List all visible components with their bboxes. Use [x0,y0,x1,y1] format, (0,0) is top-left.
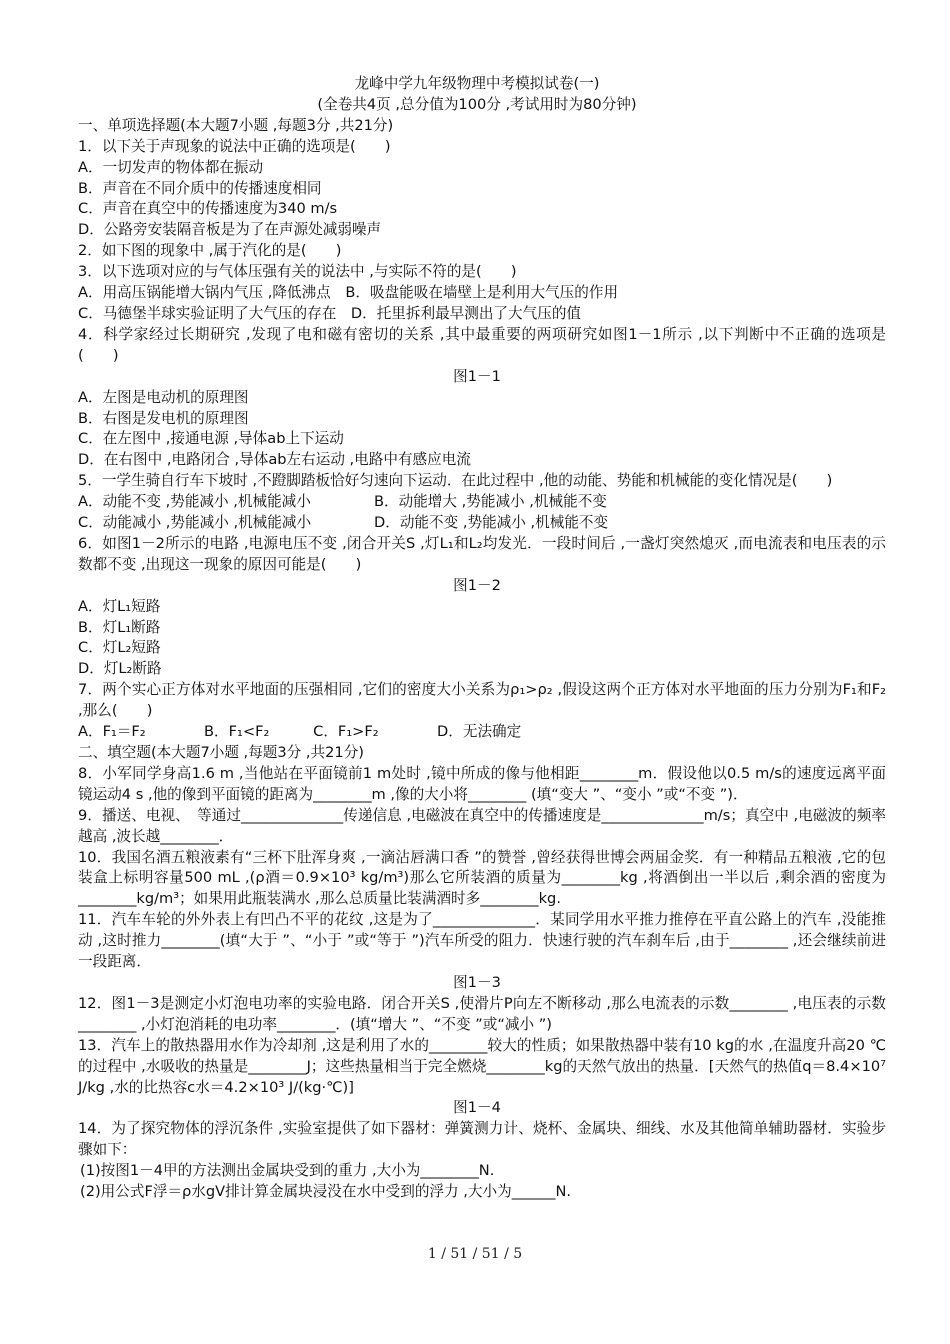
question-9: 9．播送、电视、 等通过______________传递信息 ,电磁波在真空中的传播速度是______________m/s；真空中 ,电磁波的频率越高 ,波长越________． [78,806,886,845]
question-8: 8．小军同学身高1.6 m ,当他站在平面镜前1 m处时 ,镜中所成的像与他相距________m．假设他以0.5 m/s的速度远离平面镜运动4 s ,他的像到平面镜的距离为________m ,像的大小将________ (填“变大 ”、“变小 ”或“不变 ”)． [78,764,886,803]
question-12: 12．图1－3是测定小灯泡电功率的实验电路．闭合开关S ,使滑片P向左不断移动 ,那么电流表的示数________ ,电压表的示数________ ,小灯泡消耗的电功率________．(填“增大 ”、“不变 ”或“减小 ”) [78,994,886,1033]
figure-caption: 图1－2 [453,576,501,594]
option: A．一切发声的物体都在振动 [78,158,264,176]
option: B．灯L₁断路 [78,618,161,636]
exam-subtitle: (全卷共4页 ,总分值为100分 ,考试用时为80分钟) [317,95,637,113]
option-row [68,492,886,513]
option: A．用高压锅能增大锅内气压 ,降低沸点 B．吸盘能吸在墙壁上是利用大气压的作用 [78,284,619,302]
option: A．左图是电动机的原理图 [78,388,249,406]
option: D．公路旁安装隔音板是为了在声源处减弱噪声 [78,221,382,239]
figure-caption: 图1－4 [453,1099,501,1117]
option: C．在左图中 ,接通电源 ,导体ab上下运动 [78,430,344,448]
question-7: 7．两个实心正方体对水平地面的压强相同 ,它们的密度大小关系为ρ₁>ρ₂ ,假设这两个正方体对水平地面的压力分别为F₁和F₂ ,那么( ) [78,681,886,720]
exam-page [68,74,886,1203]
option: A．灯L₁短路 [78,597,161,615]
option: D．在右图中 ,电路闭合 ,导体ab左右运动 ,电路中有感应电流 [78,451,471,469]
question-4: 4．科学家经过长期研究 ,发现了电和磁有密切的关系 ,其中最重要的两项研究如图1－1所示 ,以下判断中不正确的选项是( ) [78,325,886,364]
page-number: 1 / 51 / 51 / 5 [427,1246,523,1262]
option: B．右图是发电机的原理图 [78,409,249,427]
option: D．动能不变 ,势能减小 ,机械能不变 [374,514,609,532]
option: C．声音在真空中的传播速度为340 m/s [78,200,338,218]
question-11: 11．汽车车轮的外外表上有凹凸不平的花纹 ,这是为了______________．某同学用水平推力推停在平直公路上的汽车 ,没能推动 ,这时推力________(填“大于 ”、“小于 ”或“等于 ”)汽车所受的阻力．快速行驶的汽车刹车后 ,由于________ ,还会继续前进一段距离． [78,911,886,971]
option: C．动能减小 ,势能减小 ,机械能减小 [78,514,312,532]
question-5: 5．一学生骑自行车下坡时 ,不蹬脚踏板恰好匀速向下运动．在此过程中 ,他的动能、势能和机械能的变化情况是( ) [78,472,833,490]
figure-caption: 图1－1 [453,367,501,385]
question-1: 1．以下关于声现象的说法中正确的选项是( ) [78,137,391,155]
section-heading: 二、填空题(本大题7小题 ,每题3分 ,共21分) [78,744,364,761]
option: C．马德堡半球实验证明了大气压的存在 D．托里拆利最早测出了大气压的值 [78,304,582,322]
section-heading: 一、单项选择题(本大题7小题 ,每题3分 ,共21分) [78,116,394,134]
option: C．灯L₂短路 [78,639,161,657]
option-row: A．F₁＝F₂ B．F₁<F₂ C．F₁>F₂ D．无法确定 [78,723,522,741]
option-row [68,513,886,534]
question-3: 3．以下选项对应的与气体压强有关的说法中 ,与实际不符的是( ) [78,263,517,281]
option: B．声音在不同介质中的传播速度相同 [78,179,322,197]
question-2: 2．如下图的现象中 ,属于汽化的是( ) [78,242,342,260]
step: (1)按图1－4甲的方法测出金属块受到的重力 ,大小为________N. [80,1162,495,1180]
question-14: 14．为了探究物体的浮沉条件 ,实验室提供了如下器材：弹簧测力计、烧杯、金属块、细线、水及其他简单辅助器材．实验步骤如下： [78,1120,886,1159]
option: B．动能增大 ,势能减小 ,机械能不变 [374,493,607,511]
figure-caption: 图1－3 [453,973,501,991]
step: (2)用公式F浮＝ρ水gV排计算金属块浸没在水中受到的浮力 ,大小为______N. [80,1183,572,1201]
question-13: 13．汽车上的散热器用水作为冷却剂 ,这是利用了水的________较大的性质；如果散热器中装有10 kg的水 ,在温度升高20 ℃的过程中 ,水吸收的热量是________J；这些热量相当于完全燃烧________kg的天然气放出的热量．[天然气的热值q＝8.4×10⁷ J/kg ,水的比热容c水＝4.2×10³ J/(kg·℃)] [78,1036,886,1096]
question-6: 6．如图1－2所示的电路 ,电源电压不变 ,闭合开关S ,灯L₁和L₂均发光．一段时间后 ,一盏灯突然熄灭 ,而电流表和电压表的示数都不变 ,出现这一现象的原因可能是( ) [78,534,886,573]
question-10: 10．我国名酒五粮液素有“三杯下肚浑身爽 ,一滴沾唇满口香 ”的赞誉 ,曾经获得世博会两届金奖．有一种精品五粮液 ,它的包装盒上标明容量500 mL ,(ρ酒＝0.9×10³ kg/m³)那么它所装酒的质量为________kg ,将酒倒出一半以后 ,剩余酒的密度为________kg/m³；如果用此瓶装满水 ,那么总质量比装满酒时多________kg. [78,848,886,908]
exam-title: 龙峰中学九年级物理中考模拟试卷(一) [354,75,600,92]
option: D．灯L₂断路 [78,660,162,678]
option: A．动能不变 ,势能减小 ,机械能减小 [78,493,311,511]
